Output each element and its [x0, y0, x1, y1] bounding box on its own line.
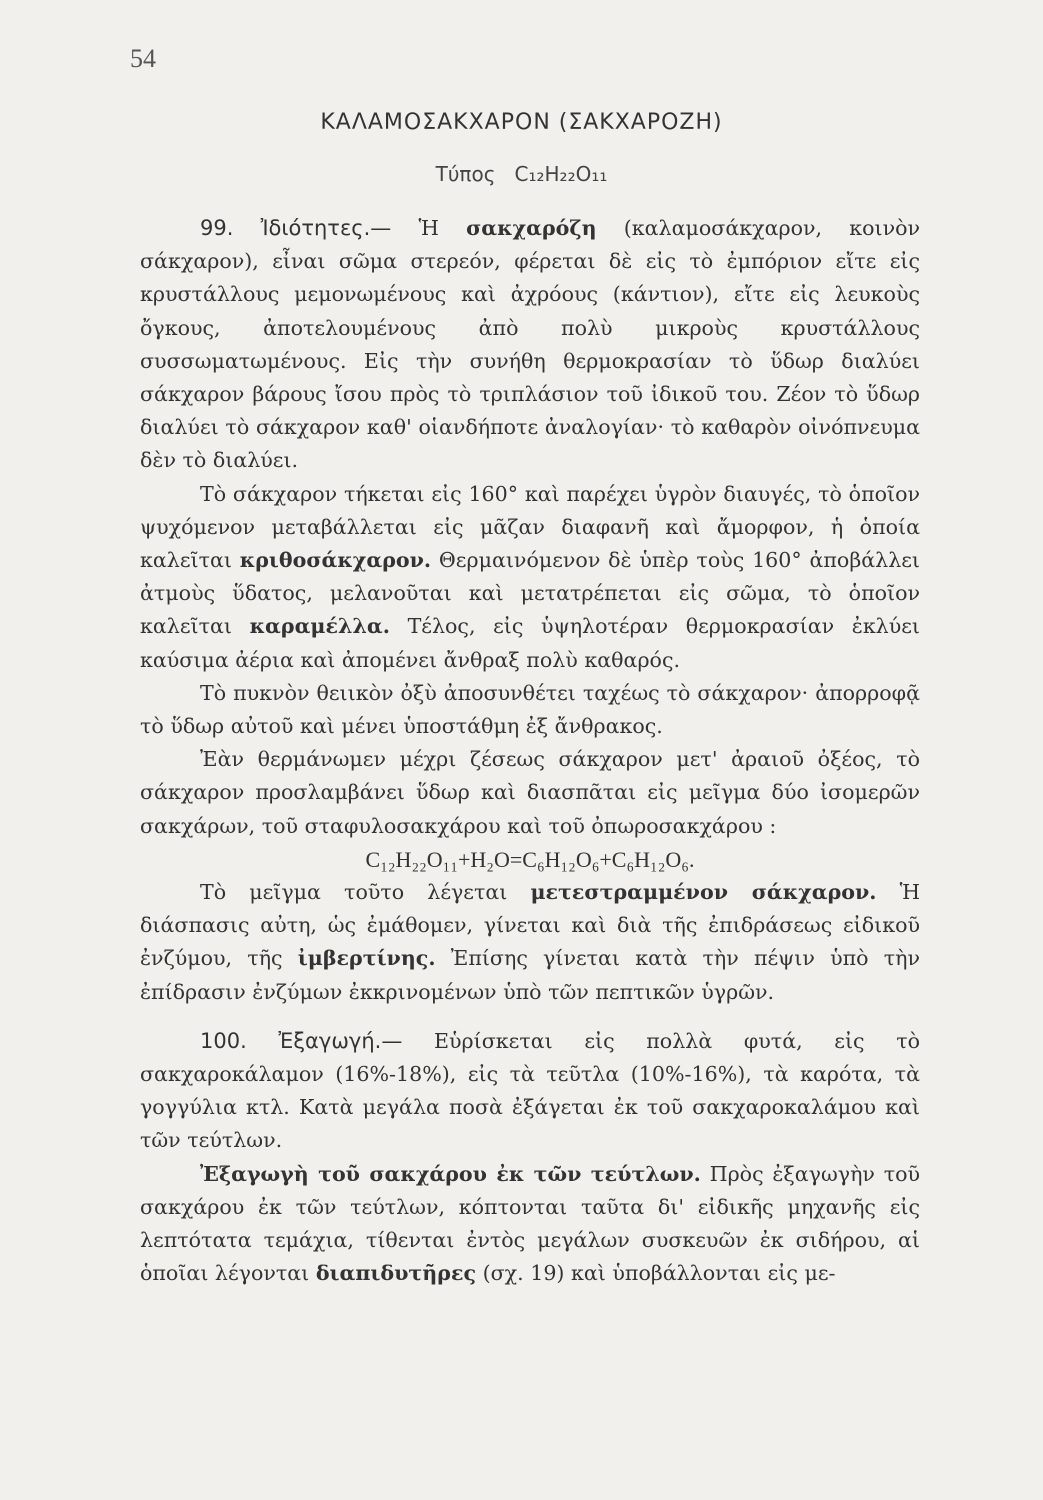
section-100-heading: Ἐξαγωγή.—: [278, 1028, 403, 1053]
text: Πρὸς ἐξαγωγὴν τοῦ σακχάρου ἐκ τῶν τεύτλων, κόπτονται ταῦτα δι' εἰδικῆς μηχανῆς εἰς λεπτότατα τεμάχια, τίθενται ἐντὸς μεγάλων συσκευῶν ἐκ σιδήρου, αἱ ὁποῖαι λέγονται: [140, 1161, 921, 1286]
text: Εὑρίσκεται εἰς πολλὰ φυτά, εἰς τὸ σακχαροκάλαμον (16%-18%), εἰς τὰ τεῦτλα (10%-16%), τὰ καρότα, τὰ γογγύλια κτλ. Κατὰ μεγάλα ποσὰ ἐξάγεται ἐκ τοῦ σακχαροκαλάμου καὶ τῶν τεύτλων.: [140, 1028, 921, 1153]
chapter-title: ΚΑΛΑΜΟΣΑΚΧΑΡΟΝ (ΣΑΚΧΑΡΟΖΗ): [320, 110, 723, 135]
text: Ἡ: [418, 216, 439, 240]
formula: C₁₂H₂₂O₁₁: [514, 162, 608, 186]
paragraph-99-4: Ἐὰν θερμάνωμεν μέχρι ζέσεως σάκχαρον μετ' ἀραιοῦ ὀξέος, τὸ σάκχαρον προσλαμβάνει ὕδωρ καὶ διασπᾶται εἰς μεῖγμα δύο ἰσομερῶν σακχάρων, τοῦ σταφυλοσακχάρου καὶ τοῦ ὀπωροσακχάρου :: [140, 747, 920, 838]
section-100-number: 100.: [200, 1028, 247, 1053]
section-gap: [140, 1009, 920, 1025]
formula-label: Τύπος: [435, 162, 496, 186]
text: Τὸ μεῖγμα τοῦτο λέγεται: [200, 880, 508, 905]
text: Ἡ διάσπασις αὐτη, ὡς ἐμάθομεν, γίνεται καὶ διὰ τῆς ἐπιδράσεως εἰδικοῦ ἐνζύμου, τῆς: [140, 880, 921, 971]
paragraph-99-1: [140, 212, 920, 478]
bold-term: μετεστραμμένον σάκχαρον.: [530, 880, 877, 905]
bold-term: κριθοσάκχαρον.: [239, 548, 432, 573]
text: Τέλος, εἰς ὑψηλοτέραν θερμοκρασίαν ἐκλύει καύσιμα ἀέρια καὶ ἀπομένει ἄνθραξ πολὺ καθαρός.: [140, 614, 921, 672]
bold-term: σακχαρόζη: [466, 216, 597, 240]
bold-term: ἰμβερτίνης.: [297, 946, 436, 971]
paragraph-99-5: [140, 876, 920, 1009]
paragraph-99-3: Τὸ πυκνὸν θειικὸν ὀξὺ ἀποσυνθέτει ταχέως τὸ σάκχαρον· ἀπορροφᾷ τὸ ὕδωρ αὐτοῦ καὶ μένει ὑποστάθμη ἐξ ἄνθρακος.: [140, 680, 920, 739]
paragraph-100-1: [140, 1025, 920, 1158]
paragraph-100-2: [140, 1158, 920, 1291]
page-number: 54: [130, 44, 156, 73]
text: (καλαμοσάκχαρον, κοινὸν σάκχαρον), εἶναι σῶμα στερεόν, φέρεται δὲ εἰς τὸ ἐμπόριον εἴτε εἰς κρυστάλλους μεμονωμένους καὶ ἀχρόους (κάντιον), εἴτε εἰς λευκοὺς ὄγκους, ἀποτελουμένους ἀπὸ πολὺ μικροὺς κρυστάλλους συσσωματωμένους. Εἰς τὴν συνήθη θερμοκρασίαν τὸ ὕδωρ διαλύει σάκχαρον βάρους ἴσου πρὸς τὸ τριπλάσιον τοῦ ἰδικοῦ του. Ζέον τὸ ὕδωρ διαλύει τὸ σάκχαρον καθ' οἱανδήποτε ἀναλογίαν· τὸ καθαρὸν οἰνόπνευμα δὲν τὸ διαλύει.: [140, 216, 921, 473]
text: Τὸ σάκχαρον τήκεται εἰς 160° καὶ παρέχει ὑγρὸν διαυγές, τὸ ὁποῖον ψυχόμενον μεταβάλλεται εἰς μᾶζαν διαφανῆ καὶ ἄμορφον, ἡ ὁποία καλεῖται: [140, 481, 920, 573]
bold-subheading: Ἐξαγωγὴ τοῦ σακχάρου ἐκ τῶν τεύτλων.: [200, 1161, 701, 1186]
text: Θερμαινόμενον δὲ ὑπὲρ τοὺς 160° ἀποβάλλει ἀτμοὺς ὕδατος, μελανοῦται καὶ μετατρέπεται εἰς σῶμα, τὸ ὁποῖον καλεῖται: [140, 548, 920, 639]
paragraph-99-2: [140, 478, 920, 677]
bold-term: διαπιδυτῆρες: [315, 1261, 477, 1286]
text: (σχ. 19) καὶ ὑποβάλλονται εἰς με-: [482, 1261, 836, 1286]
section-99-number: 99.: [200, 216, 234, 240]
text: Ἐπίσης γίνεται κατὰ τὴν πέψιν ὑπὸ τὴν ἐπίδρασιν ἐνζύμων ἐκκρινομένων ὑπὸ τῶν πεπτικῶν ὑγρῶν.: [140, 946, 921, 1004]
bold-term: καραμέλλα.: [249, 614, 390, 639]
equation: C₁₂H₂₂O₁₁+H₂O=C₆H₁₂O₆+C₆H₁₂O₆.: [365, 846, 695, 872]
body-text: [140, 212, 920, 1291]
section-99-heading: Ἰδιότητες.—: [260, 216, 392, 240]
chemical-formula-line: [0, 162, 1043, 186]
